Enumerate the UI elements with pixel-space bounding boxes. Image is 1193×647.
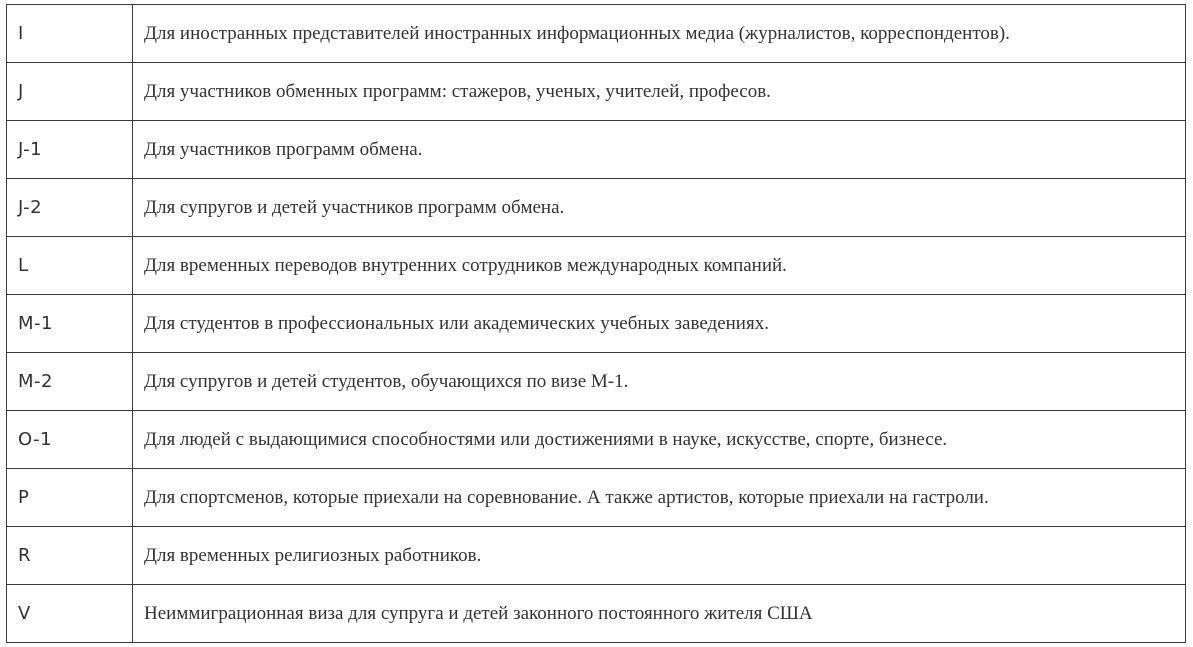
visa-code-cell: P <box>7 469 133 527</box>
visa-code-cell: J-2 <box>7 179 133 237</box>
table-row <box>7 63 1186 121</box>
visa-description-cell: Для временных переводов внутренних сотрудников международных компаний. <box>133 237 1186 295</box>
table-row <box>7 353 1186 411</box>
visa-code-cell: O-1 <box>7 411 133 469</box>
visa-code-cell: R <box>7 527 133 585</box>
visa-description-cell: Неиммиграционная виза для супруга и детей законного постоянного жителя США <box>133 585 1186 643</box>
table-row <box>7 585 1186 643</box>
visa-code-cell: I <box>7 5 133 63</box>
visa-description-cell: Для иностранных представителей иностранных информационных медиа (журналистов, корреспондентов). <box>133 5 1186 63</box>
table-row <box>7 295 1186 353</box>
table-row <box>7 121 1186 179</box>
table-row <box>7 5 1186 63</box>
table-row <box>7 179 1186 237</box>
visa-description-cell: Для спортсменов, которые приехали на соревнование. А также артистов, которые приехали на гастроли. <box>133 469 1186 527</box>
visa-types-table <box>6 4 1186 643</box>
visa-code-cell: M-1 <box>7 295 133 353</box>
visa-code-cell: M-2 <box>7 353 133 411</box>
visa-description-cell: Для супругов и детей студентов, обучающихся по визе M-1. <box>133 353 1186 411</box>
visa-description-cell: Для супругов и детей участников программ обмена. <box>133 179 1186 237</box>
visa-code-cell: J <box>7 63 133 121</box>
table-row <box>7 469 1186 527</box>
visa-description-cell: Для людей с выдающимися способностями или достижениями в науке, искусстве, спорте, бизнесе. <box>133 411 1186 469</box>
visa-code-cell: L <box>7 237 133 295</box>
visa-description-cell: Для временных религиозных работников. <box>133 527 1186 585</box>
visa-code-cell: V <box>7 585 133 643</box>
visa-description-cell: Для участников обменных программ: стажеров, ученых, учителей, професов. <box>133 63 1186 121</box>
table-row <box>7 527 1186 585</box>
visa-description-cell: Для участников программ обмена. <box>133 121 1186 179</box>
visa-code-cell: J-1 <box>7 121 133 179</box>
table-row <box>7 411 1186 469</box>
table-row <box>7 237 1186 295</box>
visa-description-cell: Для студентов в профессиональных или академических учебных заведениях. <box>133 295 1186 353</box>
